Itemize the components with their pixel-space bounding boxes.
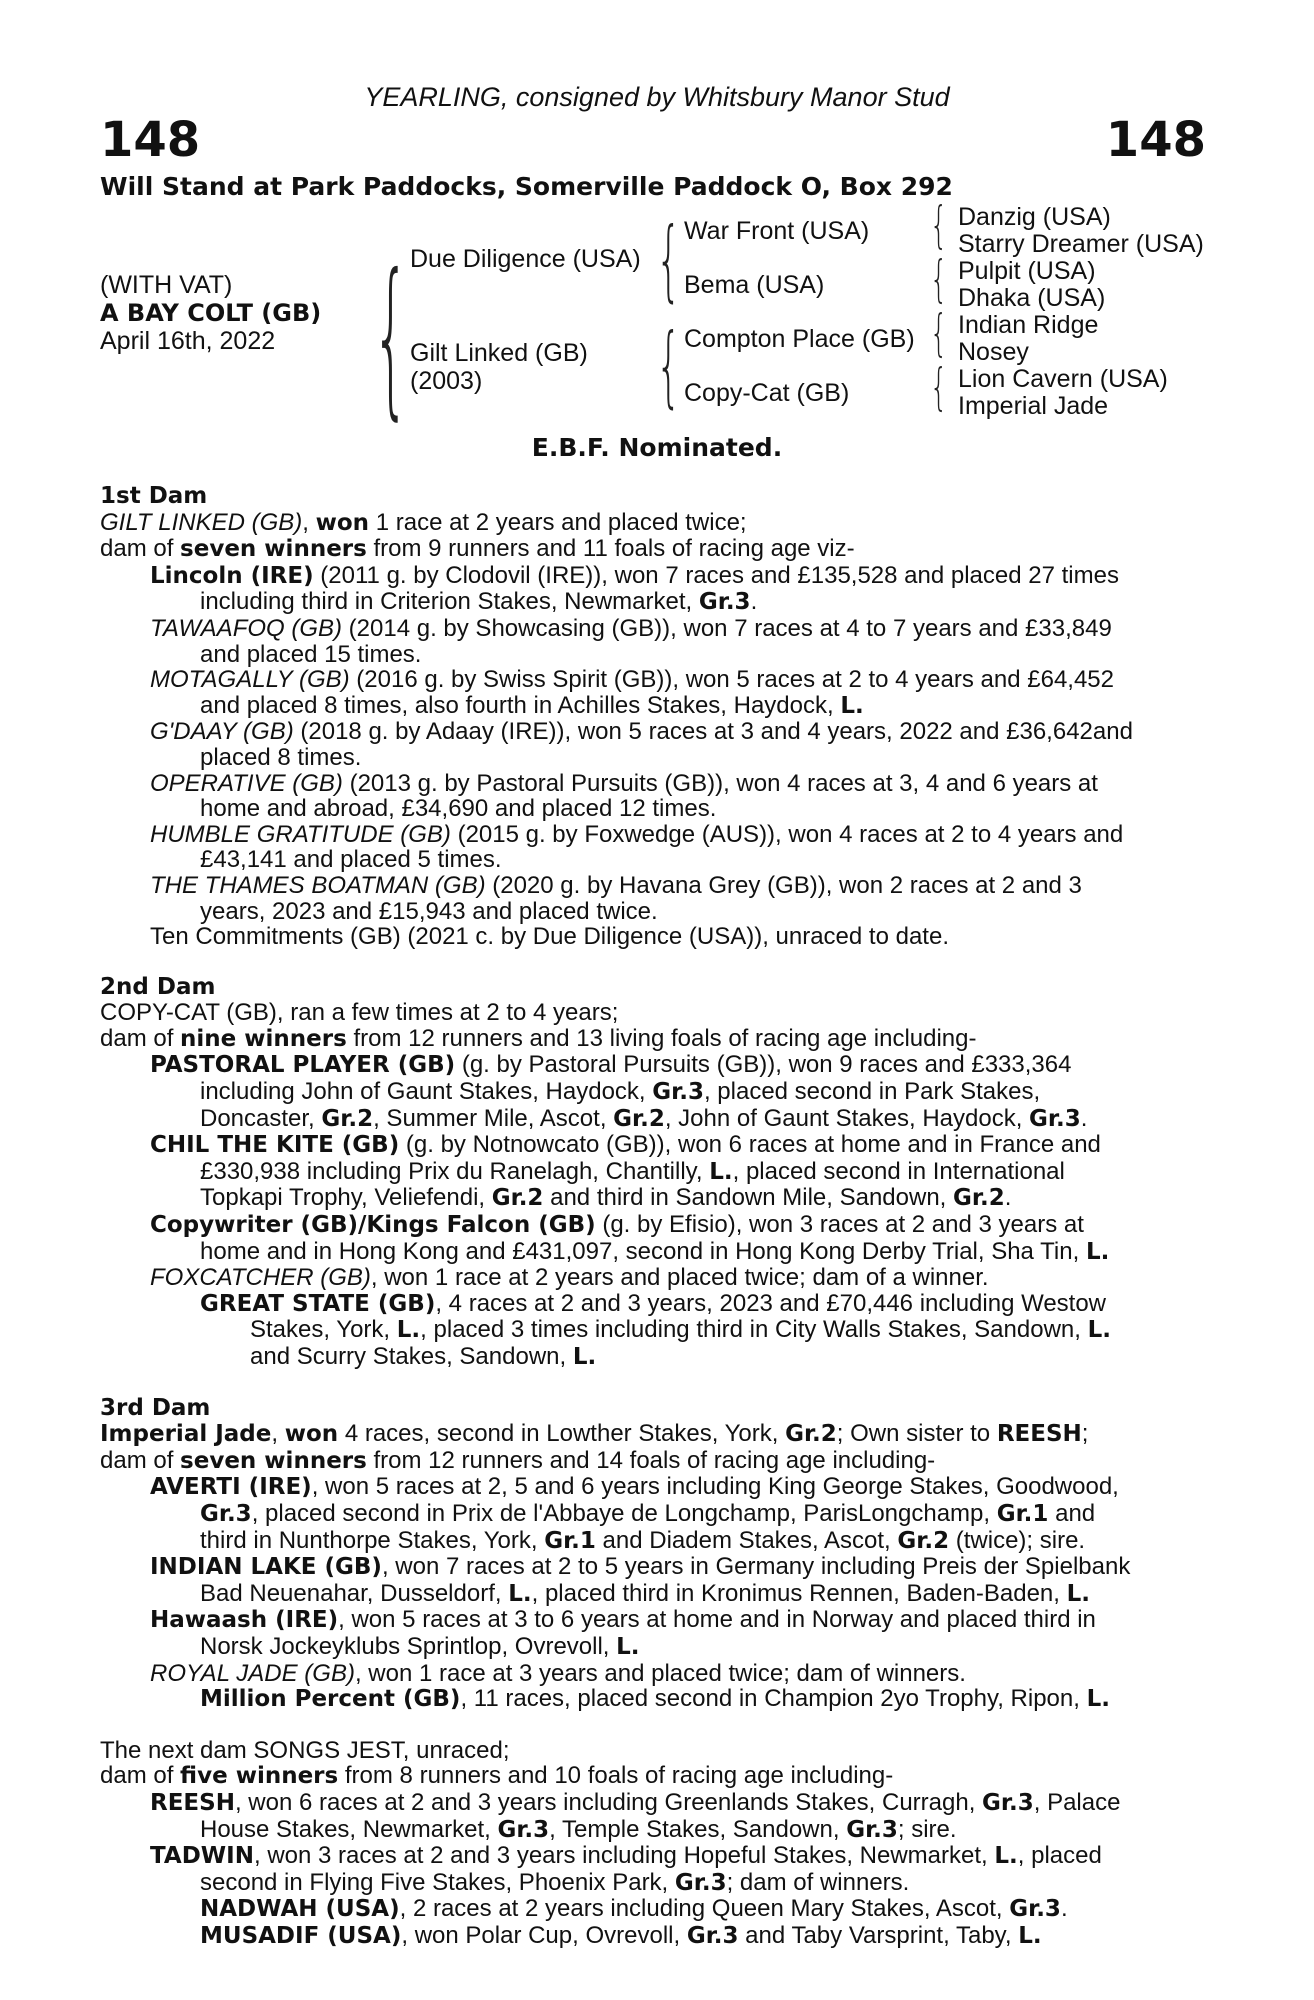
dam: Gilt Linked (GB): [410, 339, 588, 367]
sire-dam: Bema (USA): [684, 271, 825, 299]
horse-name: A BAY COLT (GB): [100, 299, 322, 327]
produce-entry: Ten Commitments (GB) (2021 c. by Due Diligence (USA)), unraced to date.: [150, 923, 949, 951]
first-dam-section: [100, 484, 1202, 950]
produce-entry: THE THAMES BOATMAN (GB) (2020 g. by Havana Grey (GB)), won 2 races at 2 and 3 years, 2023 and £15,943 and placed twice.: [150, 871, 1082, 925]
sds: Pulpit (USA): [958, 257, 1096, 285]
produce-entry: HUMBLE GRATITUDE (GB) (2015 g. by Foxwedge (AUS)), won 4 races at 2 to 4 years and £43,141 and placed 5 times.: [150, 820, 1124, 874]
sss: Danzig (USA): [958, 203, 1111, 231]
dam-dam: Copy-Cat (GB): [684, 379, 850, 407]
produce-entry: FOXCATCHER (GB), won 1 race at 2 years and placed twice; dam of a winner.: [150, 1264, 989, 1292]
produce-entry: REESH, won 6 races at 2 and 3 years including Greenlands Stakes, Curragh, Gr.3, Palace House Stakes, Newmarket, Gr.3, Temple Stakes, Sandown, Gr.3; sire.: [150, 1788, 1121, 1843]
dam-produce-line: dam of nine winners from 12 runners and 13 living foals of racing age including-: [100, 1024, 977, 1052]
third-dam-section: [100, 1396, 1202, 1713]
dam-sire: Compton Place (GB): [684, 325, 915, 353]
dam-produce-line: dam of seven winners from 9 runners and 11 foals of racing age viz-: [100, 535, 855, 563]
grand-produce-entry: MUSADIF (USA), won Polar Cup, Ovrevoll, Gr.3 and Taby Varsprint, Taby, L.: [200, 1921, 1042, 1949]
grand-produce-entry: Million Percent (GB), 11 races, placed second in Champion 2yo Trophy, Ripon, L.: [200, 1685, 1110, 1713]
section-heading: 3rd Dam: [100, 1394, 211, 1421]
ebf-nomination: E.B.F. Nominated.: [531, 433, 783, 462]
produce-entry: TAWAAFOQ (GB) (2014 g. by Showcasing (GB)), won 7 races at 4 to 7 years and £33,849 and placed 15 times.: [150, 614, 1112, 668]
grand-produce-entry: GREAT STATE (GB), 4 races at 2 and 3 years, 2023 and £70,446 including Westow Stakes, York, L., placed 3 times including third in City Walls Stakes, Sandown, L. and Scurry Stakes, Sandown, L.: [200, 1289, 1111, 1370]
lot-number-left: 148: [100, 112, 201, 168]
produce-entry: Hawaash (IRE), won 5 races at 3 to 6 years at home and in Norway and placed third in Norsk Jockeyklubs Sprintlop, Ovrevoll, L.: [150, 1606, 1096, 1660]
produce-entry: G'DAAY (GB) (2018 g. by Adaay (IRE)), won 5 races at 3 and 4 years, 2022 and £36,642and placed 8 times.: [150, 718, 1133, 771]
foaling-date: April 16th, 2022: [100, 327, 276, 355]
ssd: Starry Dreamer (USA): [958, 230, 1204, 258]
produce-entry: AVERTI (IRE), won 5 races at 2, 5 and 6 years including King George Stakes, Goodwood, Gr.3, placed second in Prix de l'Abbaye de Longchamp, ParisLongchamp, Gr.1 and third in Nunthorpe Stakes, York, Gr.1 and Diadem Stakes, Ascot, Gr.2 (twice); sire.: [150, 1473, 1119, 1554]
brace-dd: {: [930, 358, 948, 416]
brace-ds: {: [930, 304, 948, 362]
second-dam-section: [100, 975, 1202, 1371]
sire-sire: War Front (USA): [684, 217, 870, 245]
produce-entry: Lincoln (IRE) (2011 g. by Clodovil (IRE)), won 7 races and £135,528 and placed 27 times including third in Criterion Stakes, Newmarket, Gr.3.: [150, 561, 1119, 616]
sdd: Dhaka (USA): [958, 284, 1106, 312]
produce-entry: PASTORAL PLAYER (GB) (g. by Pastoral Pursuits (GB)), won 9 races and £333,364 including John of Gaunt Stakes, Haydock, Gr.3, placed second in Park Stakes, Doncaster, Gr.2, Summer Mile, Ascot, Gr.2, John of Gaunt Stakes, Haydock, Gr.3.: [150, 1051, 1088, 1132]
brace-dam: {: [656, 314, 682, 417]
brace-ss: {: [930, 196, 948, 254]
dam-line: COPY-CAT (GB), ran a few times at 2 to 4 years;: [100, 999, 619, 1027]
ddd: Imperial Jade: [958, 392, 1109, 420]
dam-year: (2003): [410, 367, 483, 395]
sire: Due Diligence (USA): [410, 245, 641, 273]
vat-note: (WITH VAT): [100, 271, 233, 299]
dam-line: The next dam SONGS JEST, unraced;: [100, 1736, 510, 1764]
section-heading: 2nd Dam: [100, 973, 216, 1000]
dam-line: Imperial Jade, won 4 races, second in Lowther Stakes, York, Gr.2; Own sister to REESH;: [100, 1420, 1089, 1448]
produce-entry: CHIL THE KITE (GB) (g. by Notnowcato (GB)), won 6 races at home and in France and £330,938 including Prix du Ranelagh, Chantilly, L., placed second in International Topkapi Trophy, Veliefendi, Gr.2 and third in Sandown Mile, Sandown, Gr.2.: [150, 1131, 1101, 1212]
produce-entry: ROYAL JADE (GB), won 1 race at 3 years and placed twice; dam of winners.: [150, 1659, 966, 1687]
brace-main: {: [372, 238, 410, 436]
section-heading: 1st Dam: [100, 483, 208, 509]
dss: Indian Ridge: [958, 311, 1099, 339]
dam-produce-line: dam of five winners from 8 runners and 10 foals of racing age including-: [100, 1762, 894, 1790]
produce-entry: MOTAGALLY (GB) (2016 g. by Swiss Spirit (GB)), won 5 races at 2 to 4 years and £64,452 and placed 8 times, also fourth in Achilles Stakes, Haydock, L.: [150, 666, 1115, 719]
stand-location: Will Stand at Park Paddocks, Somerville Paddock O, Box 292: [100, 172, 953, 201]
catalogue-body: [100, 484, 1202, 1949]
dds: Lion Cavern (USA): [958, 365, 1168, 393]
produce-entry: TADWIN, won 3 races at 2 and 3 years including Hopeful Stakes, Newmarket, L., placed second in Flying Five Stakes, Phoenix Park, Gr.3; dam of winners.: [150, 1842, 1102, 1896]
dam-line: GILT LINKED (GB), won 1 race at 2 years and placed twice;: [100, 508, 747, 536]
grand-produce-entry: NADWAH (USA), 2 races at 2 years including Queen Mary Stakes, Ascot, Gr.3.: [200, 1895, 1068, 1923]
produce-entry: Copywriter (GB)/Kings Falcon (GB) (g. by Efisio), won 3 races at 2 and 3 years at home and in Hong Kong and £431,097, second in Hong Kong Derby Trial, Sha Tin, L.: [150, 1211, 1110, 1265]
dsd: Nosey: [958, 338, 1029, 366]
lot-number-right: 148: [1105, 112, 1206, 168]
produce-entry: INDIAN LAKE (GB), won 7 races at 2 to 5 years in Germany including Preis der Spielbank Bad Neuenahar, Dusseldorf, L., placed third in Kronimus Rennen, Baden-Baden, L.: [150, 1553, 1131, 1607]
sale-subtitle: YEARLING, consigned by Whitsbury Manor Stud: [364, 82, 950, 112]
dam-produce-line: dam of seven winners from 12 runners and 14 foals of racing age including-: [100, 1446, 936, 1474]
brace-sire: {: [656, 208, 682, 311]
produce-entry: OPERATIVE (GB) (2013 g. by Pastoral Pursuits (GB)), won 4 races at 3, 4 and 6 years at home and abroad, £34,690 and placed 12 times.: [150, 769, 1098, 823]
brace-sd: {: [930, 250, 948, 308]
next-dam-section: [100, 1738, 1202, 1950]
